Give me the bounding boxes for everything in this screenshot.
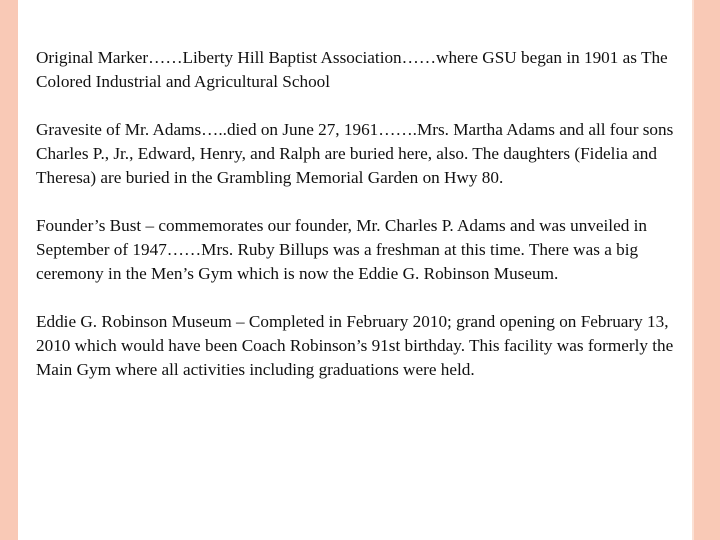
paragraph-gravesite: Gravesite of Mr. Adams…..died on June 27, 1961…….Mrs. Martha Adams and all four sons Charles P., Jr., Edward, Henry, and Ralph are buried here, also. The daughters (Fidelia and Theresa) are buried in the Grambling Memorial Garden on Hwy 80. [36, 120, 674, 187]
paragraph-original-marker: Original Marker……Liberty Hill Baptist Association……where GSU began in 1901 as The Colored Industrial and Agricultural School [36, 48, 668, 91]
slide-body [36, 46, 676, 382]
paragraph-founders-bust: Founder’s Bust – commemorates our founder, Mr. Charles P. Adams and was unveiled in September of 1947……Mrs. Ruby Billups was a freshman at this time. There was a big ceremony in the Men’s Gym which is now the Eddie G. Robinson Museum. [36, 216, 647, 283]
paragraph-robinson-museum: Eddie G. Robinson Museum – Completed in February 2010; grand opening on February 13, 2010 which would have been Coach Robinson’s 91st birthday. This facility was formerly the Main Gym where all activities including graduations were held. [36, 312, 674, 379]
left-border-decoration [0, 0, 18, 540]
right-border-decoration [694, 0, 720, 540]
